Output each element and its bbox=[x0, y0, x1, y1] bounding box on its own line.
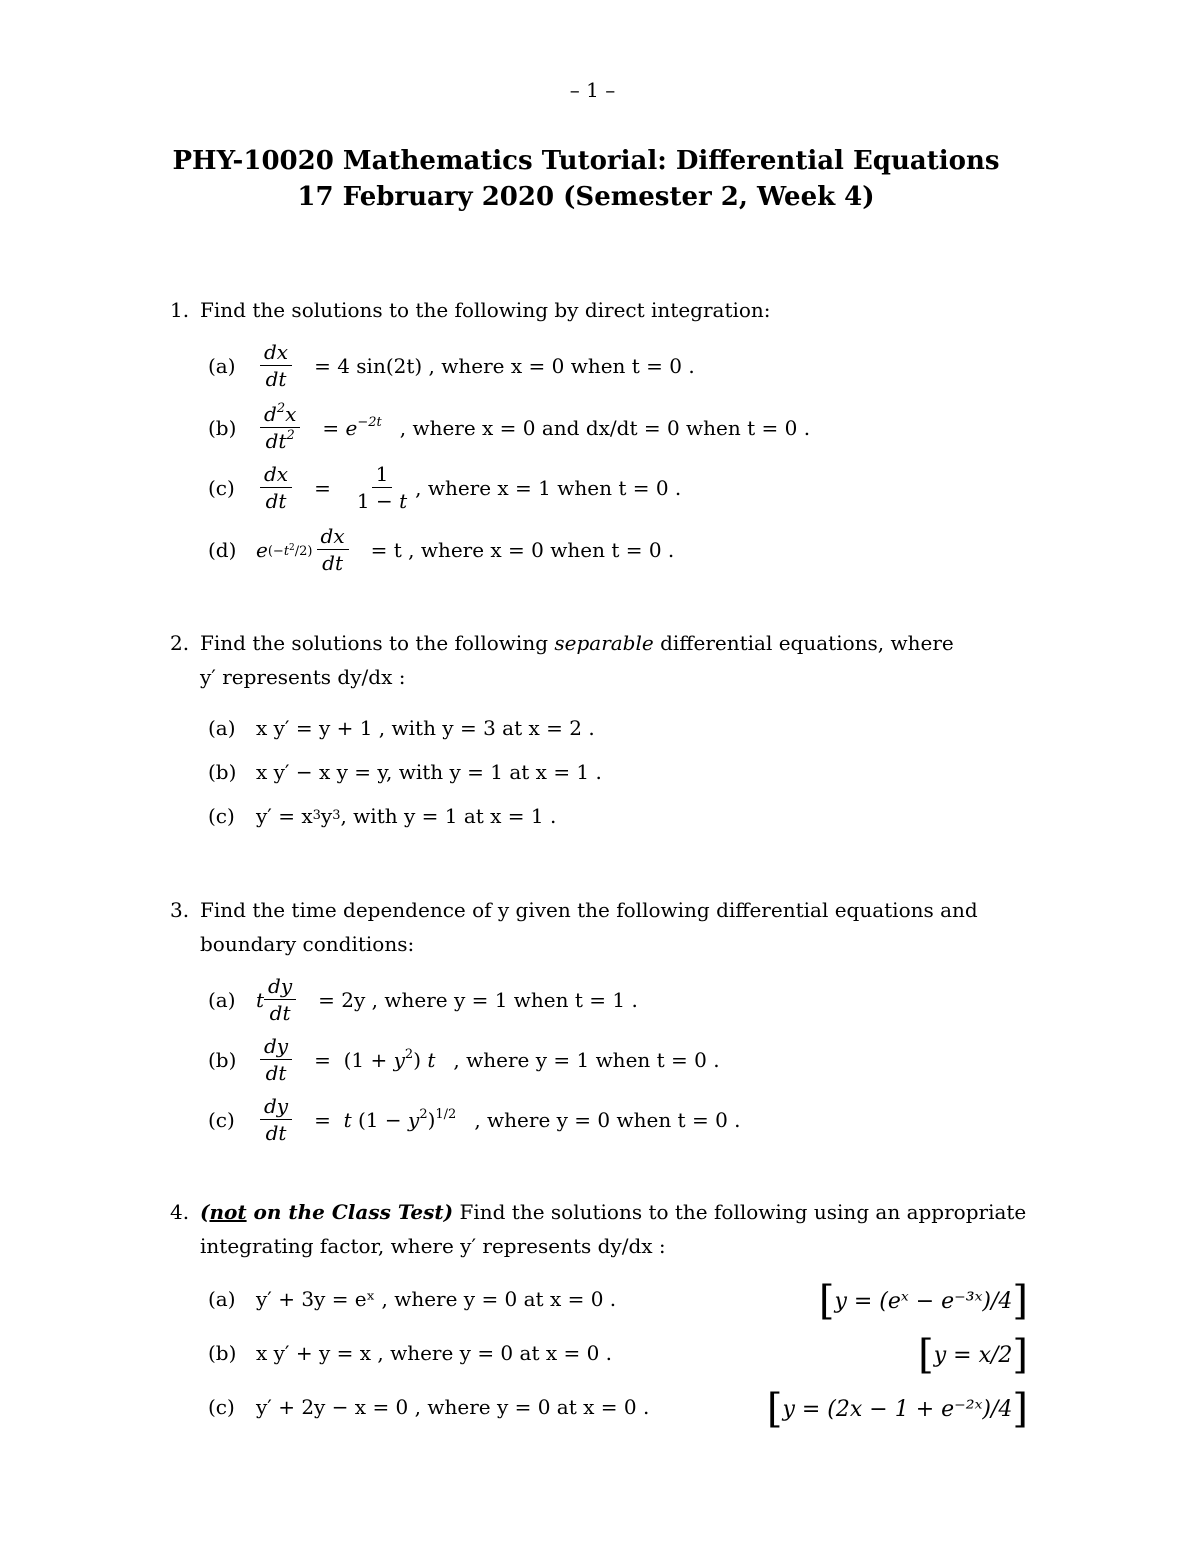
q1-part-b: (b) $\frac{d^2x}{dt^2}$ = $e^{-2t}$ , where x = 0 and dx/dt = 0 when t = 0 . bbox=[208, 401, 811, 453]
fraction: $\frac{dy}{dt}$ bbox=[264, 974, 296, 1025]
equation-text: , where y = 0 when t = 0 . bbox=[474, 1107, 741, 1132]
class-test-note: (not on the Class Test) bbox=[200, 1200, 454, 1224]
equation-text: x y′ + y = x , where y = 0 at x = 0 . bbox=[256, 1341, 613, 1365]
question-text-line-2: y′ represents dy/dx : bbox=[200, 665, 406, 689]
equation-text: y bbox=[320, 804, 333, 828]
question-number: 1. bbox=[170, 298, 190, 322]
question-number: 3. bbox=[170, 898, 190, 922]
equation-text: y′ = x bbox=[256, 804, 313, 828]
question-text: Find the solutions to the following by direct integration: bbox=[200, 298, 771, 322]
part-label: (b) bbox=[208, 1341, 237, 1365]
q3-part-a: (a) t $\frac{dy}{dt}$ = 2y , where y = 1 when t = 1 . bbox=[208, 974, 638, 1025]
equation-text: x y′ = y + 1 , with y = 3 at x = 2 . bbox=[256, 716, 595, 740]
question-text: differential equations, where bbox=[653, 631, 954, 655]
answer-a: [y = (eˣ − e⁻³ˣ)/4] bbox=[818, 1278, 1028, 1324]
q4-part-c bbox=[208, 1395, 649, 1419]
q1-part-c: (c) $\frac{dx}{dt}$ = $\frac{1}{1 - t}$ , where x = 1 when t = 0 . bbox=[208, 462, 682, 513]
part-label: (c) bbox=[208, 1107, 235, 1132]
q1-part-d: (d) e $(-t^2/2)$ $\frac{dx}{dt}$ = t , where x = 0 when t = 0 . bbox=[208, 524, 675, 575]
part-label: (a) bbox=[208, 716, 236, 740]
question-text-line-2: boundary conditions: bbox=[200, 932, 415, 956]
part-label: (a) bbox=[208, 987, 236, 1012]
page-number: – 1 – bbox=[569, 78, 616, 102]
equation-text: , where y = 1 when t = 0 . bbox=[453, 1047, 720, 1072]
part-label: (b) bbox=[208, 1047, 237, 1072]
question-text: Find the solutions to the following bbox=[200, 631, 555, 655]
title-line-1: PHY-10020 Mathematics Tutorial: Differential Equations bbox=[172, 146, 1000, 176]
q3-part-c: (c) $\frac{dy}{dt}$ = t $(1 - y^2)^{1/2}$ , where y = 0 when t = 0 . bbox=[208, 1094, 741, 1145]
page-title bbox=[0, 143, 1172, 215]
equation-text: x y′ − x y = y, with y = 1 at x = 1 . bbox=[256, 760, 602, 784]
part-label: (c) bbox=[208, 475, 235, 500]
q1-part-a bbox=[208, 340, 713, 391]
equation-text: , where x = 1 when t = 0 . bbox=[415, 475, 682, 500]
equation-text: , with y = 1 at x = 1 . bbox=[340, 804, 557, 828]
q3-part-b: (b) $\frac{dy}{dt}$ = $(1 + y^2)$ t , where y = 1 when t = 0 . bbox=[208, 1034, 720, 1085]
part-label: (b) bbox=[208, 415, 237, 440]
q4-part-a bbox=[208, 1287, 616, 1311]
question-3 bbox=[170, 893, 978, 961]
question-text: Find the solutions to the following using an appropriate bbox=[453, 1200, 1027, 1224]
part-label: (c) bbox=[208, 1395, 235, 1419]
fraction: $\frac{dy}{dt}$ bbox=[260, 1094, 292, 1145]
equation-text: = 4 sin(2t) , where x = 0 when t = 0 . bbox=[314, 353, 695, 378]
part-label: (c) bbox=[208, 804, 235, 828]
equation-text: y′ + 2y − x = 0 , where y = 0 at x = 0 . bbox=[256, 1395, 650, 1419]
fraction: $\frac{dx}{dt}$ bbox=[317, 524, 349, 575]
question-number: 4. bbox=[170, 1200, 190, 1224]
fraction: $\frac{dx}{dt}$ bbox=[260, 462, 292, 513]
equation-text: = 2y , where y = 1 when t = 1 . bbox=[318, 987, 638, 1012]
fraction: $\frac{d^2x}{dt^2}$ bbox=[260, 402, 300, 453]
question-emphasis: separable bbox=[554, 631, 654, 655]
equation-text: = t , where x = 0 when t = 0 . bbox=[370, 537, 675, 562]
question-1 bbox=[170, 293, 771, 327]
q2-part-a bbox=[208, 716, 595, 740]
answer-b: [y = x/2] bbox=[918, 1332, 1028, 1378]
part-label: (b) bbox=[208, 760, 237, 784]
question-text: Find the time dependence of y given the following differential equations and bbox=[200, 898, 978, 922]
part-label: (a) bbox=[208, 353, 236, 378]
q2-part-b bbox=[208, 760, 602, 784]
question-2 bbox=[170, 626, 954, 694]
fraction: $\frac{dx}{dt}$ bbox=[260, 340, 292, 391]
answer-c: [y = (2x − 1 + e⁻²ˣ)/4] bbox=[766, 1386, 1028, 1432]
equation-text: y′ + 3y = eˣ , where y = 0 at x = 0 . bbox=[256, 1287, 617, 1311]
fraction: $\frac{dy}{dt}$ bbox=[260, 1034, 292, 1085]
title-line-2: 17 February 2020 (Semester 2, Week 4) bbox=[297, 182, 875, 212]
equation-text: , where x = 0 and dx/dt = 0 when t = 0 . bbox=[399, 415, 811, 440]
fraction: $\frac{1}{1 - t}$ bbox=[356, 462, 408, 513]
part-label: (a) bbox=[208, 1287, 236, 1311]
question-text-line-2: integrating factor, where y′ represents dy/dx : bbox=[200, 1234, 666, 1258]
q2-part-c: (c) y′ = x 3 y 3 , with y = 1 at x = 1 . bbox=[208, 804, 557, 828]
question-number: 2. bbox=[170, 631, 190, 655]
question-4 bbox=[170, 1195, 1026, 1263]
part-label: (d) bbox=[208, 537, 237, 562]
q4-part-b bbox=[208, 1341, 612, 1365]
